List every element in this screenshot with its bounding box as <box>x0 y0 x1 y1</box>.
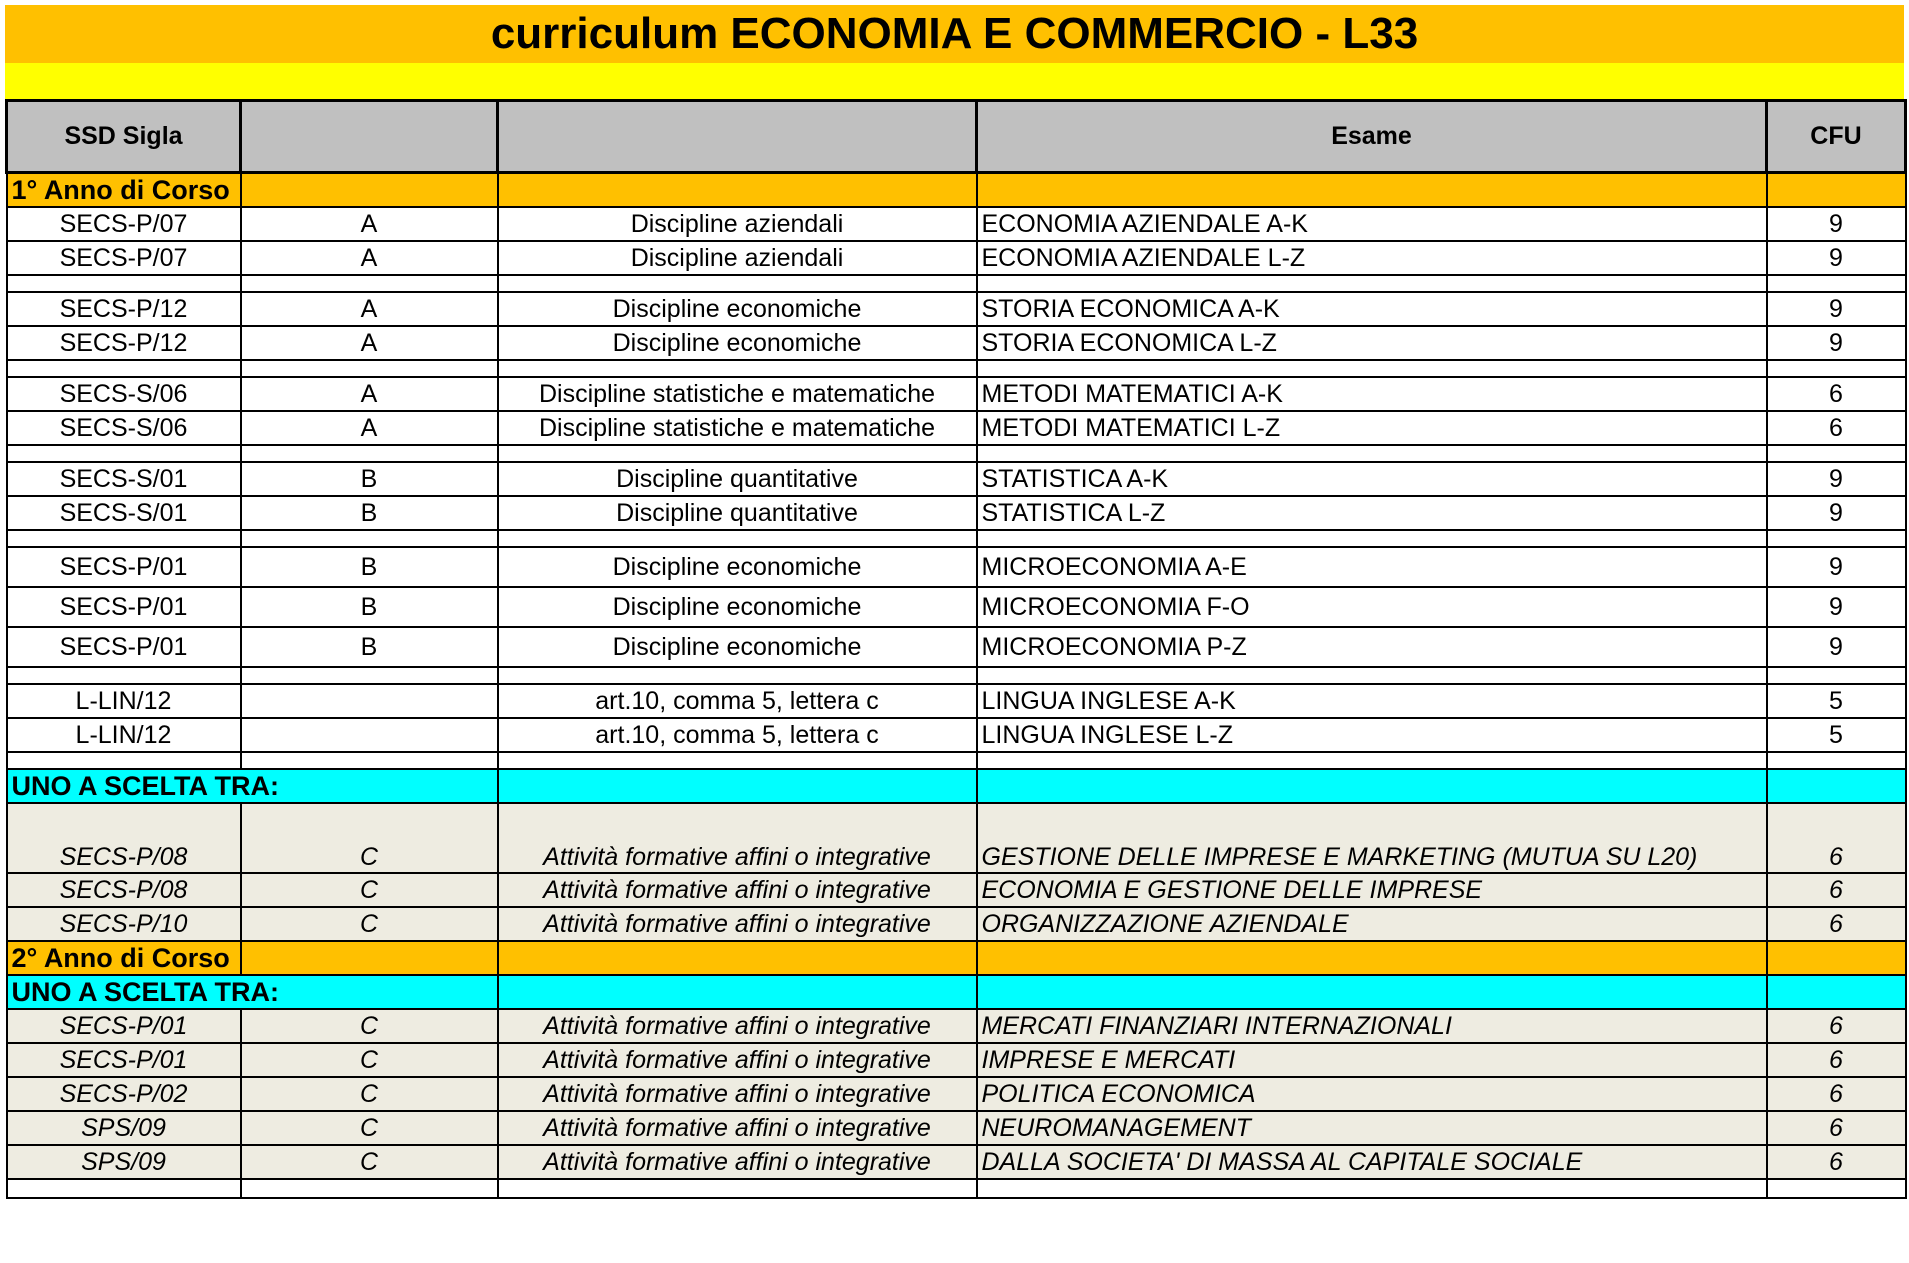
course-row <box>7 547 1906 587</box>
ambito-cell: Attività formative affini o integrative <box>498 873 977 907</box>
empty-cell <box>977 752 1767 769</box>
header-col-type <box>241 101 498 173</box>
sheet-title: curriculum ECONOMIA E COMMERCIO - L33 <box>5 5 1904 63</box>
empty-cell <box>498 173 977 208</box>
empty-cell <box>977 941 1767 975</box>
cfu-cell: 6 <box>1767 1077 1906 1111</box>
ambito-cell: Discipline economiche <box>498 587 977 627</box>
ssd-cell: L-LIN/12 <box>7 684 241 718</box>
type-cell: C <box>241 1077 498 1111</box>
ssd-cell: SECS-P/01 <box>7 1043 241 1077</box>
cfu-cell: 9 <box>1767 587 1906 627</box>
ssd-cell: SECS-P/08 <box>7 803 241 873</box>
spacer-row <box>7 275 1906 292</box>
type-cell: A <box>241 207 498 241</box>
ssd-cell: SECS-P/07 <box>7 241 241 275</box>
exam-name-cell: STORIA ECONOMICA L-Z <box>977 326 1767 360</box>
course-row <box>7 496 1906 530</box>
type-cell: A <box>241 377 498 411</box>
type-cell: A <box>241 326 498 360</box>
exam-name-cell: MICROECONOMIA P-Z <box>977 627 1767 667</box>
empty-cell <box>498 275 977 292</box>
empty-cell <box>7 667 241 684</box>
ssd-cell: SECS-P/08 <box>7 873 241 907</box>
cfu-cell: 9 <box>1767 496 1906 530</box>
elective-course-row <box>7 1077 1906 1111</box>
elective-course-row <box>7 1009 1906 1043</box>
choice-header-row <box>7 769 1906 803</box>
empty-cell <box>1767 360 1906 377</box>
cfu-cell: 9 <box>1767 462 1906 496</box>
elective-course-row <box>7 907 1906 941</box>
cfu-cell: 6 <box>1767 803 1906 873</box>
elective-course-row <box>7 803 1906 873</box>
empty-cell <box>1767 1179 1906 1198</box>
exam-name-cell: STATISTICA A-K <box>977 462 1767 496</box>
empty-cell <box>241 1179 498 1198</box>
table-body <box>7 173 1906 1199</box>
empty-cell <box>1767 530 1906 547</box>
ambito-cell: Discipline economiche <box>498 292 977 326</box>
empty-cell <box>977 975 1767 1009</box>
exam-name-cell: ORGANIZZAZIONE AZIENDALE <box>977 907 1767 941</box>
exam-name-cell: MERCATI FINANZIARI INTERNAZIONALI <box>977 1009 1767 1043</box>
exam-name-cell: GESTIONE DELLE IMPRESE E MARKETING (MUTUA SU L20) <box>977 803 1767 873</box>
type-cell: A <box>241 292 498 326</box>
choice-header-row <box>7 975 1906 1009</box>
course-row <box>7 684 1906 718</box>
empty-cell <box>977 275 1767 292</box>
ssd-cell: SECS-P/10 <box>7 907 241 941</box>
cfu-cell: 5 <box>1767 684 1906 718</box>
ssd-cell: SECS-P/01 <box>7 547 241 587</box>
table-header-row <box>7 101 1906 173</box>
spacer-row <box>7 530 1906 547</box>
ssd-cell: L-LIN/12 <box>7 718 241 752</box>
empty-cell <box>498 941 977 975</box>
header-col-ambito <box>498 101 977 173</box>
course-row <box>7 587 1906 627</box>
header-cfu: CFU <box>1767 101 1906 173</box>
empty-cell <box>241 752 498 769</box>
ssd-cell: SECS-S/06 <box>7 377 241 411</box>
type-cell: B <box>241 587 498 627</box>
cfu-cell: 6 <box>1767 1043 1906 1077</box>
type-cell: C <box>241 1043 498 1077</box>
empty-cell <box>241 360 498 377</box>
ssd-cell: SECS-P/02 <box>7 1077 241 1111</box>
empty-cell <box>1767 769 1906 803</box>
spacer-row <box>7 667 1906 684</box>
empty-cell <box>498 530 977 547</box>
subtitle-band <box>5 63 1904 99</box>
empty-cell <box>977 173 1767 208</box>
ambito-cell: Discipline quantitative <box>498 496 977 530</box>
cfu-cell: 9 <box>1767 207 1906 241</box>
ambito-cell: Discipline economiche <box>498 547 977 587</box>
ambito-cell: Discipline statistiche e matematiche <box>498 411 977 445</box>
empty-cell <box>977 769 1767 803</box>
empty-cell <box>7 530 241 547</box>
empty-cell <box>7 1179 241 1198</box>
empty-cell <box>498 1179 977 1198</box>
header-esame: Esame <box>977 101 1767 173</box>
empty-cell <box>1767 173 1906 208</box>
ssd-cell: SECS-P/01 <box>7 1009 241 1043</box>
exam-name-cell: METODI MATEMATICI A-K <box>977 377 1767 411</box>
year-label: 1° Anno di Corso <box>7 173 241 208</box>
type-cell: C <box>241 803 498 873</box>
empty-cell <box>1767 445 1906 462</box>
exam-name-cell: METODI MATEMATICI L-Z <box>977 411 1767 445</box>
type-cell: B <box>241 547 498 587</box>
cfu-cell: 9 <box>1767 292 1906 326</box>
exam-name-cell: LINGUA INGLESE A-K <box>977 684 1767 718</box>
ssd-cell: SECS-S/01 <box>7 462 241 496</box>
type-cell: C <box>241 873 498 907</box>
empty-cell <box>7 445 241 462</box>
type-cell: C <box>241 907 498 941</box>
spacer-row <box>7 445 1906 462</box>
empty-cell <box>977 667 1767 684</box>
empty-cell <box>241 667 498 684</box>
course-row <box>7 207 1906 241</box>
course-row <box>7 627 1906 667</box>
course-row <box>7 718 1906 752</box>
ambito-cell: Attività formative affini o integrative <box>498 1043 977 1077</box>
ambito-cell: art.10, comma 5, lettera c <box>498 684 977 718</box>
type-cell <box>241 718 498 752</box>
cfu-cell: 6 <box>1767 873 1906 907</box>
ambito-cell: Discipline statistiche e matematiche <box>498 377 977 411</box>
ambito-cell: Attività formative affini o integrative <box>498 1009 977 1043</box>
empty-cell <box>241 445 498 462</box>
empty-cell <box>498 445 977 462</box>
exam-name-cell: ECONOMIA E GESTIONE DELLE IMPRESE <box>977 873 1767 907</box>
ssd-cell: SECS-P/01 <box>7 587 241 627</box>
year-header-row <box>7 173 1906 208</box>
empty-cell <box>241 530 498 547</box>
course-row <box>7 292 1906 326</box>
ambito-cell: Discipline aziendali <box>498 207 977 241</box>
empty-cell <box>1767 975 1906 1009</box>
ambito-cell: Discipline quantitative <box>498 462 977 496</box>
type-cell: A <box>241 241 498 275</box>
empty-cell <box>1767 667 1906 684</box>
spacer-row <box>7 360 1906 377</box>
empty-cell <box>977 1179 1767 1198</box>
choice-label: UNO A SCELTA TRA: <box>7 975 498 1009</box>
empty-cell <box>7 752 241 769</box>
header-ssd-sigla: SSD Sigla <box>7 101 241 173</box>
empty-cell <box>977 530 1767 547</box>
ssd-cell: SECS-P/01 <box>7 627 241 667</box>
ambito-cell: Discipline economiche <box>498 627 977 667</box>
empty-cell <box>977 445 1767 462</box>
course-row <box>7 241 1906 275</box>
empty-cell <box>241 173 498 208</box>
ambito-cell: Discipline economiche <box>498 326 977 360</box>
course-row <box>7 326 1906 360</box>
empty-cell <box>498 752 977 769</box>
ambito-cell: Attività formative affini o integrative <box>498 907 977 941</box>
empty-cell <box>1767 752 1906 769</box>
exam-name-cell: ECONOMIA AZIENDALE L-Z <box>977 241 1767 275</box>
cfu-cell: 5 <box>1767 718 1906 752</box>
ambito-cell: Attività formative affini o integrative <box>498 1111 977 1145</box>
ssd-cell: SECS-S/01 <box>7 496 241 530</box>
cfu-cell: 6 <box>1767 411 1906 445</box>
cfu-cell: 9 <box>1767 627 1906 667</box>
empty-cell <box>7 275 241 292</box>
exam-name-cell: LINGUA INGLESE L-Z <box>977 718 1767 752</box>
cfu-cell: 9 <box>1767 326 1906 360</box>
year-label: 2° Anno di Corso <box>7 941 241 975</box>
empty-cell <box>977 360 1767 377</box>
elective-course-row <box>7 1043 1906 1077</box>
exam-name-cell: STATISTICA L-Z <box>977 496 1767 530</box>
exam-name-cell: NEUROMANAGEMENT <box>977 1111 1767 1145</box>
ssd-cell: SECS-P/12 <box>7 292 241 326</box>
exam-name-cell: ECONOMIA AZIENDALE A-K <box>977 207 1767 241</box>
empty-cell <box>1767 275 1906 292</box>
type-cell: C <box>241 1009 498 1043</box>
course-row <box>7 411 1906 445</box>
exam-name-cell: STORIA ECONOMICA A-K <box>977 292 1767 326</box>
elective-course-row <box>7 873 1906 907</box>
type-cell: C <box>241 1145 498 1179</box>
year-header-row <box>7 941 1906 975</box>
cfu-cell: 6 <box>1767 1009 1906 1043</box>
exam-name-cell: MICROECONOMIA A-E <box>977 547 1767 587</box>
empty-cell <box>241 941 498 975</box>
curriculum-sheet <box>5 5 1904 1199</box>
type-cell: A <box>241 411 498 445</box>
ssd-cell: SPS/09 <box>7 1111 241 1145</box>
empty-cell <box>498 769 977 803</box>
spacer-row <box>7 752 1906 769</box>
cfu-cell: 6 <box>1767 907 1906 941</box>
cfu-cell: 6 <box>1767 377 1906 411</box>
empty-cell <box>498 975 977 1009</box>
ssd-cell: SECS-P/07 <box>7 207 241 241</box>
type-cell: B <box>241 496 498 530</box>
ambito-cell: Attività formative affini o integrative <box>498 1077 977 1111</box>
ambito-cell: Discipline aziendali <box>498 241 977 275</box>
type-cell <box>241 684 498 718</box>
empty-cell <box>498 667 977 684</box>
type-cell: C <box>241 1111 498 1145</box>
choice-label: UNO A SCELTA TRA: <box>7 769 498 803</box>
course-row <box>7 377 1906 411</box>
ssd-cell: SECS-S/06 <box>7 411 241 445</box>
type-cell: B <box>241 627 498 667</box>
cfu-cell: 6 <box>1767 1145 1906 1179</box>
type-cell: B <box>241 462 498 496</box>
empty-cell <box>241 275 498 292</box>
exam-name-cell: MICROECONOMIA F-O <box>977 587 1767 627</box>
ambito-cell: Attività formative affini o integrative <box>498 803 977 873</box>
elective-course-row <box>7 1111 1906 1145</box>
exam-name-cell: DALLA SOCIETA' DI MASSA AL CAPITALE SOCIALE <box>977 1145 1767 1179</box>
elective-course-row <box>7 1145 1906 1179</box>
spacer-row <box>7 1179 1906 1198</box>
ssd-cell: SECS-P/12 <box>7 326 241 360</box>
cfu-cell: 9 <box>1767 547 1906 587</box>
ambito-cell: art.10, comma 5, lettera c <box>498 718 977 752</box>
exam-name-cell: POLITICA ECONOMICA <box>977 1077 1767 1111</box>
course-row <box>7 462 1906 496</box>
cfu-cell: 6 <box>1767 1111 1906 1145</box>
ssd-cell: SPS/09 <box>7 1145 241 1179</box>
empty-cell <box>7 360 241 377</box>
ambito-cell: Attività formative affini o integrative <box>498 1145 977 1179</box>
exam-name-cell: IMPRESE E MERCATI <box>977 1043 1767 1077</box>
empty-cell <box>498 360 977 377</box>
empty-cell <box>1767 941 1906 975</box>
cfu-cell: 9 <box>1767 241 1906 275</box>
curriculum-table <box>5 99 1907 1199</box>
